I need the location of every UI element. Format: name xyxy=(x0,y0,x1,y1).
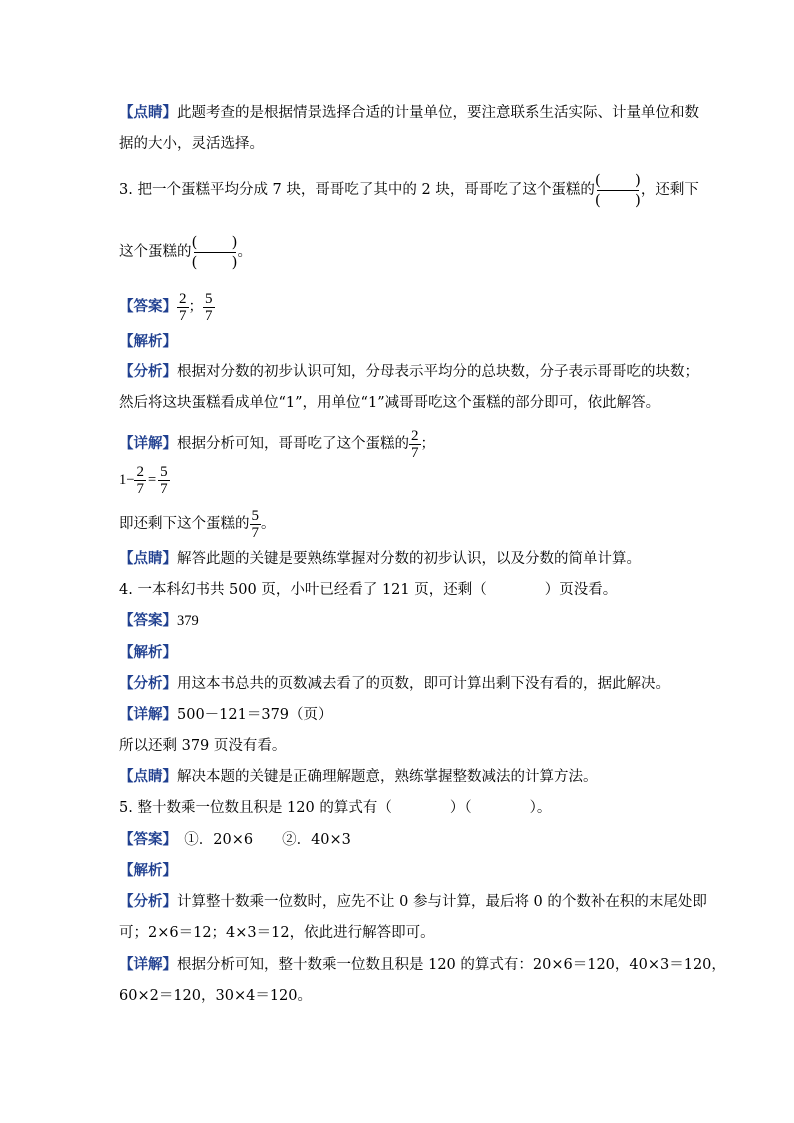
q4-fenxi xyxy=(119,674,670,694)
answer-value: ①．20×6 ②．40×3 xyxy=(169,832,351,848)
dianjing-text: 此题考查的是根据情景选择合适的计量单位，要注意联系生活实际、计量单位和数 xyxy=(177,105,699,121)
remain-text: 即还剩下这个蛋糕的 xyxy=(119,516,250,532)
q3-fenxi-line1 xyxy=(119,362,699,382)
q3-stem-part1: 3. 把一个蛋糕平均分成 7 块，哥哥吃了其中的 2 块，哥哥吃了这个蛋糕的 xyxy=(119,182,595,198)
dianjing-text: 解决本题的关键是正确理解题意，熟练掌握整数减法的计算方法。 xyxy=(177,769,598,785)
fenxi-text: 计算整十数乘一位数时，应先不让 0 参与计算，最后将 0 的个数补在积的末尾处即 xyxy=(177,894,707,910)
q3-dianjing xyxy=(119,549,641,569)
answer-tag: 【答案】 xyxy=(119,831,170,848)
q3-answer-line xyxy=(119,287,215,327)
remain-end: 。 xyxy=(261,516,276,532)
answer-separator: ； xyxy=(188,299,203,315)
q5-xiangjie-line1 xyxy=(119,955,726,975)
dianjing-tag: 【点睛】 xyxy=(119,768,177,785)
answer-tag: 【答案】 xyxy=(119,298,177,315)
xiangjie-tag: 【详解】 xyxy=(119,706,177,723)
answer-fraction-2: $\frac{5}{7}$ xyxy=(205,290,213,324)
q5-answer xyxy=(119,830,351,850)
eq-fraction-2: $\frac{5}{7}$ xyxy=(160,463,168,497)
q3-stem-part2: ，还剩下 xyxy=(640,182,699,198)
fenxi-tag: 【分析】 xyxy=(119,893,177,910)
xiangjie-text: 500－121＝379（页） xyxy=(177,707,333,723)
blank-fraction-2: ( ) ( ) xyxy=(191,232,238,271)
dianjing-text: 解答此题的关键是要熟练掌握对分数的初步认识，以及分数的简单计算。 xyxy=(177,551,641,567)
q3-stem-prefix: 这个蛋糕的 xyxy=(119,244,192,260)
q2-dianjing-line1 xyxy=(119,103,699,123)
q2-dianjing-line2: 据的大小，灵活选择。 xyxy=(119,136,264,152)
eq-equals: = xyxy=(147,472,157,488)
q5-fenxi-line2: 可；2×6＝12；4×3＝12，依此进行解答即可。 xyxy=(119,925,435,941)
q3-stem-line2 xyxy=(119,232,252,272)
q5-fenxi-line1 xyxy=(119,892,707,912)
q4-xiangjie xyxy=(119,705,333,725)
xiangjie-end: ； xyxy=(420,436,435,452)
q5-stem: 5. 整十数乘一位数且积是 120 的算式有（ ）（ ）。 xyxy=(119,800,552,816)
q3-stem-line1 xyxy=(119,170,699,210)
q3-jiexi: 【解析】 xyxy=(119,333,177,350)
q4-stem: 4. 一本科幻书共 500 页，小叶已经看了 121 页，还剩（ ）页没看。 xyxy=(119,582,618,598)
q4-answer xyxy=(119,611,199,631)
eq-fraction-1: $\frac{2}{7}$ xyxy=(136,463,144,497)
answer-tag: 【答案】 xyxy=(119,612,177,629)
xiangjie-tag: 【详解】 xyxy=(119,435,177,452)
remain-fraction: $\frac{5}{7}$ xyxy=(251,507,259,541)
fenxi-tag: 【分析】 xyxy=(119,363,177,380)
xiangjie-text: 根据分析可知，哥哥吃了这个蛋糕的 xyxy=(177,436,409,452)
q3-xiangjie-line xyxy=(119,424,435,464)
q3-remain-line xyxy=(119,504,276,544)
q3-stem-suffix: 。 xyxy=(237,244,252,260)
eq-one-minus: 1− xyxy=(119,472,135,488)
q3-fenxi-line2: 然后将这块蛋糕看成单位“1”，用单位“1”减哥哥吃这个蛋糕的部分即可，依此解答。 xyxy=(119,395,661,411)
q4-dianjing xyxy=(119,767,598,787)
q5-jiexi: 【解析】 xyxy=(119,862,177,879)
dianjing-tag: 【点睛】 xyxy=(119,550,177,567)
q4-jiexi: 【解析】 xyxy=(119,644,177,661)
q4-conclusion: 所以还剩 379 页没有看。 xyxy=(119,738,287,754)
xiangjie-text: 根据分析可知，整十数乘一位数且积是 120 的算式有：20×6＝120，40×3＝120， xyxy=(177,957,726,973)
fenxi-text: 根据对分数的初步认识可知，分母表示平均分的总块数，分子表示哥哥吃的块数； xyxy=(177,364,699,380)
dianjing-tag: 【点睛】 xyxy=(119,104,177,121)
answer-fraction-1: $\frac{2}{7}$ xyxy=(179,290,187,324)
xiangjie-fraction: $\frac{2}{7}$ xyxy=(411,427,419,461)
xiangjie-tag: 【详解】 xyxy=(119,956,177,973)
fenxi-tag: 【分析】 xyxy=(119,675,177,692)
fenxi-text: 用这本书总共的页数减去看了的页数，即可计算出剩下没有看的，据此解决。 xyxy=(177,676,670,692)
q3-equation xyxy=(119,460,170,500)
blank-fraction-1: ( ) ( ) xyxy=(594,170,641,209)
answer-value: 379 xyxy=(177,613,199,629)
q5-xiangjie-line2: 60×2＝120，30×4＝120。 xyxy=(119,988,313,1004)
